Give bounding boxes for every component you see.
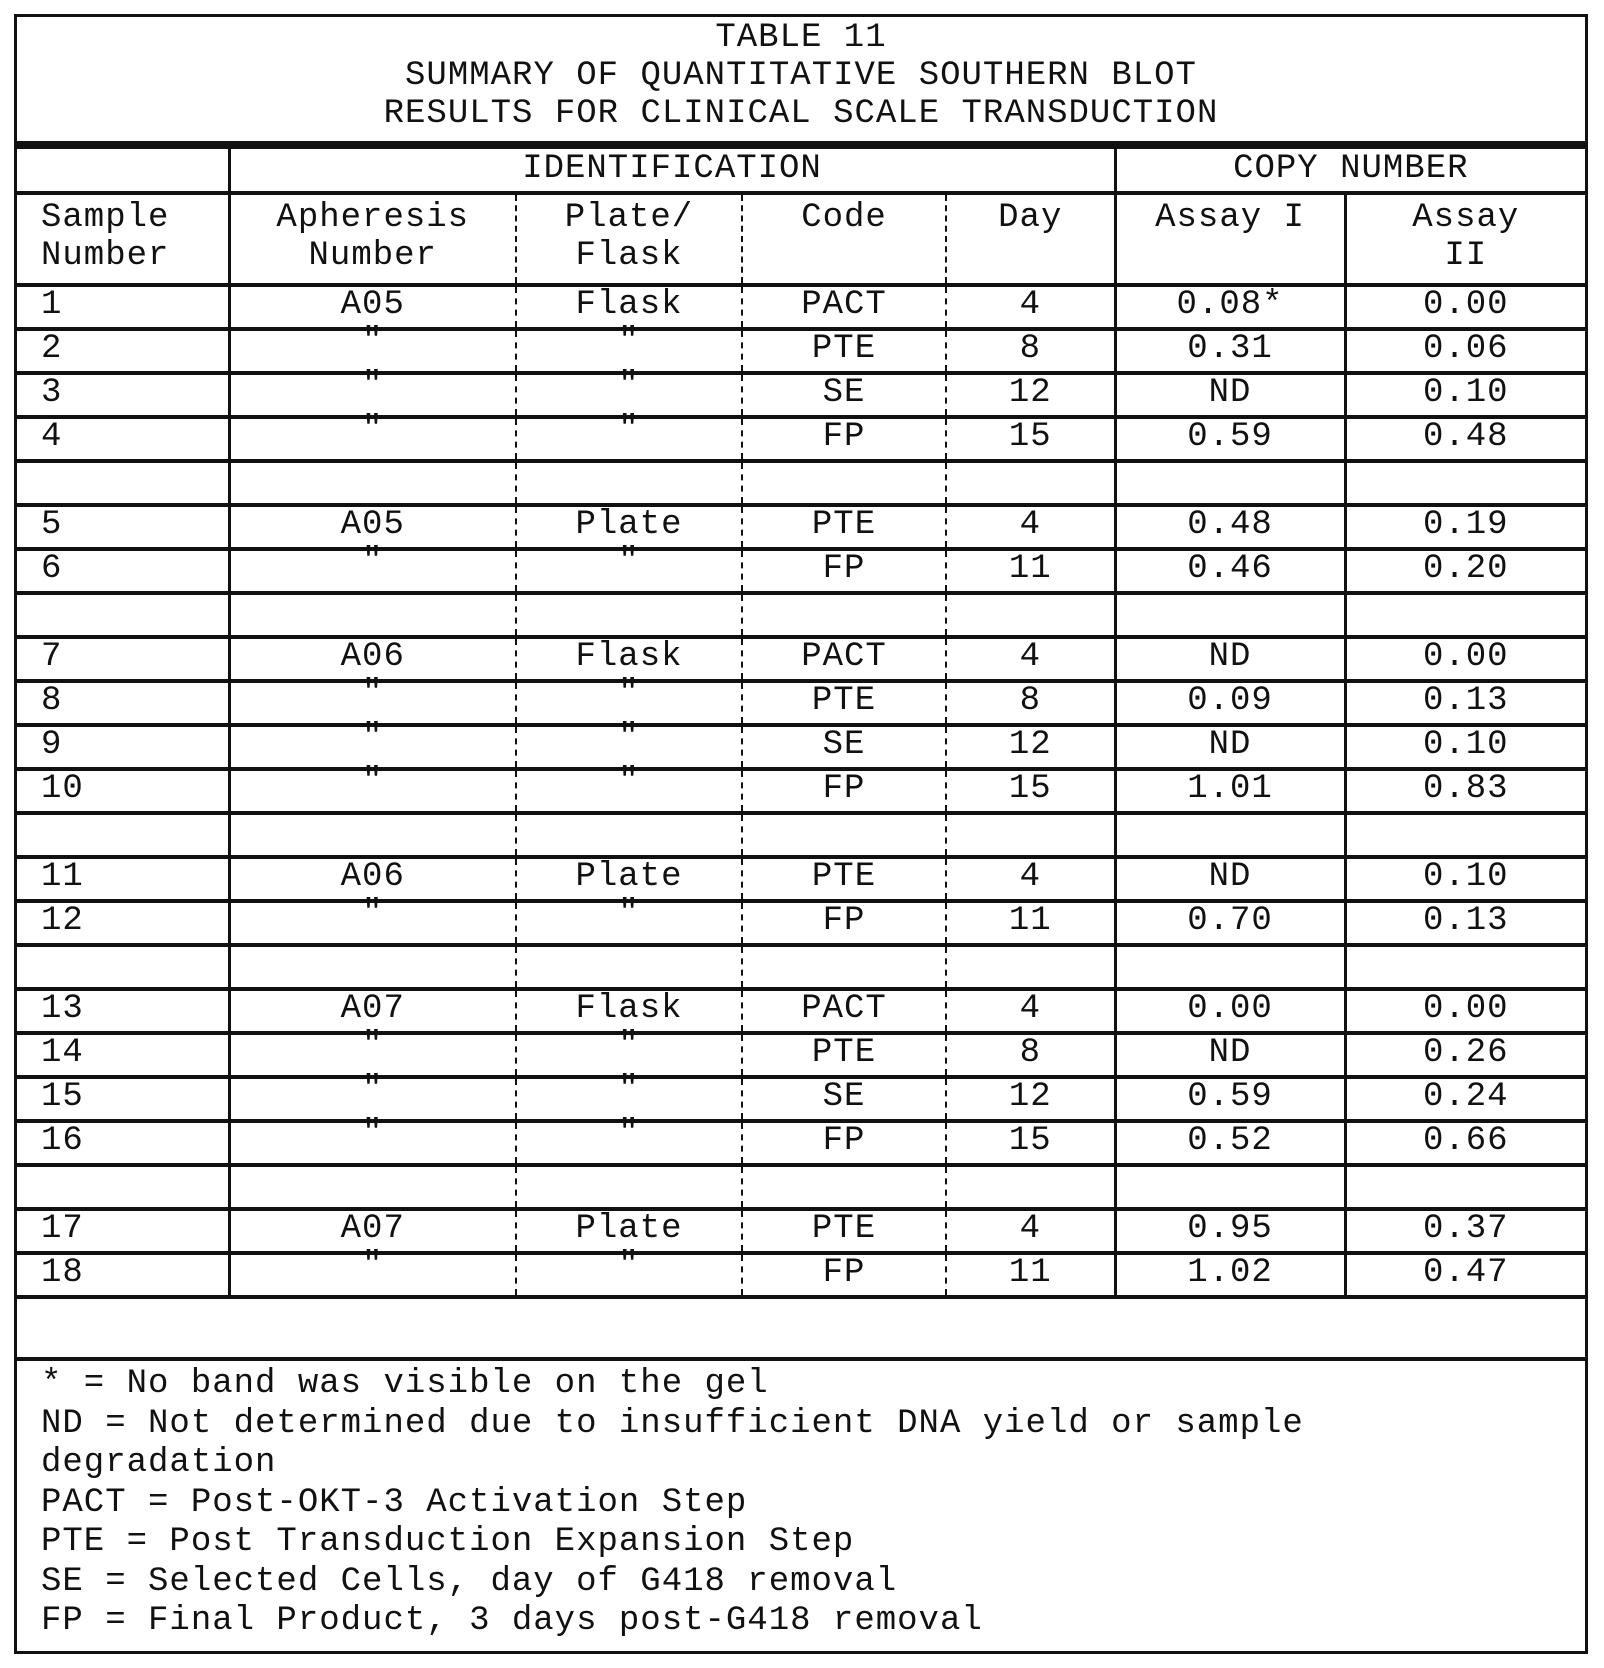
spacer-row <box>17 813 1585 857</box>
cell-sample-number: 6 <box>17 549 229 593</box>
cell-day: 15 <box>946 1121 1115 1165</box>
cell-apheresis-number <box>229 461 516 505</box>
table-row <box>17 769 1585 813</box>
cell-assay-2: 0.26 <box>1345 1033 1585 1077</box>
cell-plate-flask <box>516 813 742 857</box>
cell-assay-1: 1.01 <box>1115 769 1345 813</box>
cell-plate-flask: " <box>516 417 742 461</box>
cell-plate-flask <box>516 593 742 637</box>
table-row <box>17 373 1585 417</box>
cell-sample-number: 16 <box>17 1121 229 1165</box>
cell-code: PTE <box>742 857 946 901</box>
table-row <box>17 901 1585 945</box>
cell-assay-2: 0.00 <box>1345 989 1585 1033</box>
cell-assay-1: 0.59 <box>1115 417 1345 461</box>
cell-day <box>946 461 1115 505</box>
col-header-plate-flask: Plate/ Flask <box>516 193 742 285</box>
cell-sample-number <box>17 1165 229 1209</box>
cell-apheresis-number <box>229 813 516 857</box>
cell-apheresis-number: " <box>229 373 516 417</box>
cell-code: PTE <box>742 329 946 373</box>
cell-apheresis-number: " <box>229 901 516 945</box>
cell-apheresis-number: A07 <box>229 1209 516 1253</box>
cell-apheresis-number: " <box>229 329 516 373</box>
cell-code: FP <box>742 417 946 461</box>
table-row <box>17 329 1585 373</box>
cell-sample-number: 8 <box>17 681 229 725</box>
cell-sample-number: 3 <box>17 373 229 417</box>
cell-plate-flask <box>516 945 742 989</box>
cell-assay-2: 0.10 <box>1345 857 1585 901</box>
footnote-line: ND = Not determined due to insufficient DNA yield or sample <box>41 1404 1304 1443</box>
cell-sample-number: 17 <box>17 1209 229 1253</box>
cell-sample-number: 10 <box>17 769 229 813</box>
cell-assay-2: 0.20 <box>1345 549 1585 593</box>
cell-apheresis-number: " <box>229 1253 516 1297</box>
table-row <box>17 725 1585 769</box>
cell-plate-flask <box>516 461 742 505</box>
cell-assay-2: 0.00 <box>1345 285 1585 329</box>
cell-apheresis-number: " <box>229 681 516 725</box>
cell-apheresis-number <box>229 945 516 989</box>
cell-assay-1 <box>1115 813 1345 857</box>
cell-plate-flask <box>516 1165 742 1209</box>
cell-apheresis-number: " <box>229 1077 516 1121</box>
cell-apheresis-number: A07 <box>229 989 516 1033</box>
cell-assay-2 <box>1345 1165 1585 1209</box>
cell-day: 4 <box>946 285 1115 329</box>
cell-assay-1 <box>1115 945 1345 989</box>
cell-code: SE <box>742 725 946 769</box>
cell-plate-flask: " <box>516 1077 742 1121</box>
cell-plate-flask: Plate <box>516 505 742 549</box>
cell-code <box>742 461 946 505</box>
title-line-3: RESULTS FOR CLINICAL SCALE TRANSDUCTION <box>383 95 1219 133</box>
cell-assay-1: 0.70 <box>1115 901 1345 945</box>
cell-code: PACT <box>742 989 946 1033</box>
cell-assay-1: 0.52 <box>1115 1121 1345 1165</box>
cell-code: PACT <box>742 637 946 681</box>
cell-day: 15 <box>946 417 1115 461</box>
cell-assay-1: 1.02 <box>1115 1253 1345 1297</box>
cell-sample-number <box>17 945 229 989</box>
cell-assay-1: ND <box>1115 373 1345 417</box>
cell-day: 12 <box>946 725 1115 769</box>
cell-plate-flask: " <box>516 549 742 593</box>
cell-assay-2: 0.00 <box>1345 637 1585 681</box>
cell-assay-2: 0.13 <box>1345 681 1585 725</box>
table-row <box>17 505 1585 549</box>
cell-sample-number: 18 <box>17 1253 229 1297</box>
cell-assay-1: 0.08* <box>1115 285 1345 329</box>
table-document <box>14 14 1588 1654</box>
group-header-row <box>17 147 1585 193</box>
cell-day: 12 <box>946 1077 1115 1121</box>
cell-plate-flask: " <box>516 725 742 769</box>
cell-code: PTE <box>742 1209 946 1253</box>
footnote-line: SE = Selected Cells, day of G418 removal <box>41 1562 898 1601</box>
cell-code: PTE <box>742 1033 946 1077</box>
spacer-row <box>17 593 1585 637</box>
cell-sample-number: 4 <box>17 417 229 461</box>
cell-apheresis-number: A05 <box>229 505 516 549</box>
cell-apheresis-number: " <box>229 769 516 813</box>
cell-code: PTE <box>742 505 946 549</box>
cell-assay-2: 0.48 <box>1345 417 1585 461</box>
footnote-line: FP = Final Product, 3 days post-G418 removal <box>41 1602 983 1640</box>
cell-assay-2: 0.10 <box>1345 373 1585 417</box>
cell-sample-number <box>17 461 229 505</box>
cell-assay-1: ND <box>1115 1033 1345 1077</box>
cell-day: 8 <box>946 1033 1115 1077</box>
cell-assay-1: ND <box>1115 725 1345 769</box>
cell-assay-1: 0.09 <box>1115 681 1345 725</box>
col-header-assay-2: Assay II <box>1345 193 1585 285</box>
cell-assay-2: 0.37 <box>1345 1209 1585 1253</box>
col-header-apheresis-number: Apheresis Number <box>229 193 516 285</box>
cell-sample-number: 9 <box>17 725 229 769</box>
cell-code: SE <box>742 1077 946 1121</box>
footnote-line: PACT = Post-OKT-3 Activation Step <box>41 1483 748 1522</box>
cell-day: 8 <box>946 329 1115 373</box>
table-row <box>17 417 1585 461</box>
cell-code: FP <box>742 1253 946 1297</box>
cell-day: 11 <box>946 549 1115 593</box>
group-header-copy-number: COPY NUMBER <box>1115 147 1585 193</box>
cell-sample-number: 14 <box>17 1033 229 1077</box>
cell-apheresis-number: " <box>229 549 516 593</box>
cell-day: 8 <box>946 681 1115 725</box>
title-line-2: SUMMARY OF QUANTITATIVE SOUTHERN BLOT <box>405 57 1197 95</box>
col-header-assay-1: Assay I <box>1115 193 1345 285</box>
table-row <box>17 681 1585 725</box>
table-row <box>17 1253 1585 1297</box>
cell-apheresis-number: " <box>229 725 516 769</box>
cell-code: FP <box>742 1121 946 1165</box>
cell-day: 11 <box>946 1253 1115 1297</box>
cell-assay-2 <box>1345 461 1585 505</box>
spacer-row <box>17 945 1585 989</box>
cell-day: 15 <box>946 769 1115 813</box>
table-number: TABLE 11 <box>715 19 887 57</box>
cell-code: SE <box>742 373 946 417</box>
cell-code <box>742 813 946 857</box>
spacer-row <box>17 461 1585 505</box>
group-header-identification: IDENTIFICATION <box>229 147 1115 193</box>
cell-apheresis-number <box>229 1165 516 1209</box>
cell-day: 4 <box>946 505 1115 549</box>
results-table <box>17 145 1585 1299</box>
cell-assay-2 <box>1345 945 1585 989</box>
cell-sample-number: 15 <box>17 1077 229 1121</box>
cell-apheresis-number: " <box>229 1033 516 1077</box>
cell-day: 4 <box>946 857 1115 901</box>
table-title <box>17 17 1585 145</box>
cell-assay-1: 0.95 <box>1115 1209 1345 1253</box>
footnote-line: degradation <box>41 1444 277 1482</box>
table-row <box>17 285 1585 329</box>
table-row <box>17 1121 1585 1165</box>
table-row <box>17 989 1585 1033</box>
cell-code: FP <box>742 901 946 945</box>
cell-code <box>742 593 946 637</box>
cell-assay-2: 0.19 <box>1345 505 1585 549</box>
cell-sample-number: 12 <box>17 901 229 945</box>
cell-plate-flask: Flask <box>516 989 742 1033</box>
cell-apheresis-number: " <box>229 1121 516 1165</box>
cell-plate-flask: " <box>516 373 742 417</box>
table-row <box>17 549 1585 593</box>
cell-assay-2: 0.13 <box>1345 901 1585 945</box>
cell-assay-2 <box>1345 813 1585 857</box>
cell-assay-1: 0.46 <box>1115 549 1345 593</box>
cell-code <box>742 1165 946 1209</box>
cell-day <box>946 593 1115 637</box>
cell-day <box>946 945 1115 989</box>
cell-plate-flask: " <box>516 1033 742 1077</box>
cell-apheresis-number: " <box>229 417 516 461</box>
cell-assay-1: ND <box>1115 857 1345 901</box>
cell-day: 4 <box>946 637 1115 681</box>
cell-assay-1 <box>1115 1165 1345 1209</box>
cell-assay-1: 0.59 <box>1115 1077 1345 1121</box>
cell-plate-flask: " <box>516 1253 742 1297</box>
cell-code: FP <box>742 769 946 813</box>
cell-code: FP <box>742 549 946 593</box>
cell-plate-flask: " <box>516 769 742 813</box>
cell-plate-flask: " <box>516 329 742 373</box>
cell-assay-1: 0.00 <box>1115 989 1345 1033</box>
cell-day <box>946 813 1115 857</box>
table-row <box>17 637 1585 681</box>
cell-assay-1: 0.48 <box>1115 505 1345 549</box>
cell-day: 11 <box>946 901 1115 945</box>
cell-code: PTE <box>742 681 946 725</box>
cell-day: 12 <box>946 373 1115 417</box>
cell-assay-1 <box>1115 461 1345 505</box>
cell-assay-2: 0.47 <box>1345 1253 1585 1297</box>
footnote-line: PTE = Post Transduction Expansion Step <box>41 1523 855 1561</box>
cell-plate-flask: Plate <box>516 1209 742 1253</box>
footnote-line: * = No band was visible on the gel <box>41 1365 769 1403</box>
cell-assay-1 <box>1115 593 1345 637</box>
cell-assay-1: 0.31 <box>1115 329 1345 373</box>
col-header-sample-number: Sample Number <box>17 193 229 285</box>
group-header-blank <box>17 147 229 193</box>
cell-plate-flask: Flask <box>516 637 742 681</box>
cell-plate-flask: " <box>516 1121 742 1165</box>
cell-sample-number: 1 <box>17 285 229 329</box>
cell-assay-2 <box>1345 593 1585 637</box>
cell-day: 4 <box>946 1209 1115 1253</box>
cell-day: 4 <box>946 989 1115 1033</box>
cell-plate-flask: " <box>516 681 742 725</box>
cell-sample-number: 13 <box>17 989 229 1033</box>
cell-sample-number: 7 <box>17 637 229 681</box>
column-header-row <box>17 193 1585 285</box>
cell-plate-flask: Flask <box>516 285 742 329</box>
cell-assay-2: 0.24 <box>1345 1077 1585 1121</box>
cell-assay-2: 0.83 <box>1345 769 1585 813</box>
col-header-code: Code <box>742 193 946 285</box>
cell-apheresis-number <box>229 593 516 637</box>
table-row <box>17 1077 1585 1121</box>
cell-sample-number <box>17 593 229 637</box>
table-footnotes <box>17 1357 1585 1651</box>
cell-code <box>742 945 946 989</box>
cell-apheresis-number: A06 <box>229 637 516 681</box>
spacer-row <box>17 1165 1585 1209</box>
cell-plate-flask: Plate <box>516 857 742 901</box>
cell-assay-2: 0.10 <box>1345 725 1585 769</box>
cell-assay-1: ND <box>1115 637 1345 681</box>
cell-assay-2: 0.06 <box>1345 329 1585 373</box>
cell-plate-flask: " <box>516 901 742 945</box>
cell-sample-number: 5 <box>17 505 229 549</box>
cell-sample-number: 11 <box>17 857 229 901</box>
table-row <box>17 1033 1585 1077</box>
cell-sample-number: 2 <box>17 329 229 373</box>
cell-apheresis-number: A06 <box>229 857 516 901</box>
table-row <box>17 1209 1585 1253</box>
cell-code: PACT <box>742 285 946 329</box>
col-header-day: Day <box>946 193 1115 285</box>
cell-sample-number <box>17 813 229 857</box>
cell-assay-2: 0.66 <box>1345 1121 1585 1165</box>
cell-day <box>946 1165 1115 1209</box>
cell-apheresis-number: A05 <box>229 285 516 329</box>
table-row <box>17 857 1585 901</box>
